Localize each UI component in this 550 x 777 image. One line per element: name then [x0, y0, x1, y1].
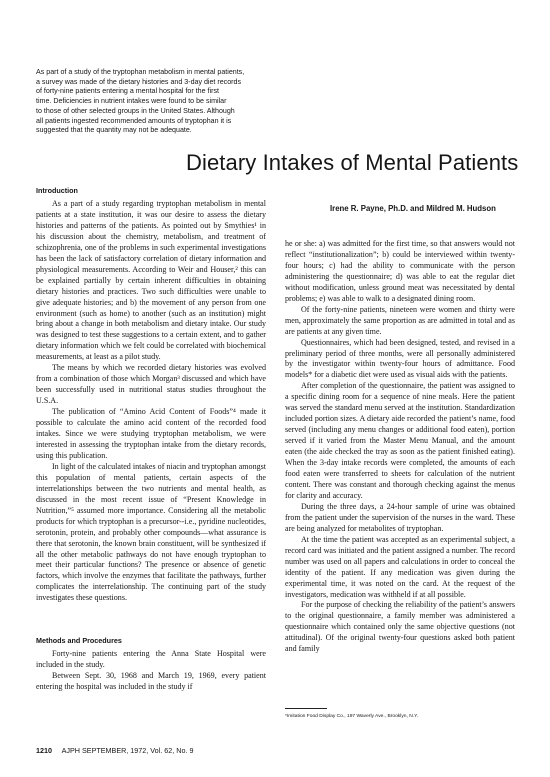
footnote: *Imitation Food Display Co., 197 Waverly Ave., Brooklyn, N.Y. — [285, 714, 419, 719]
abstract-line: As part of a study of the tryptophan metabolism in mental patients, — [36, 68, 245, 76]
paragraph: The publication of “Amino Acid Content of Foods”⁴ made it possible to calculate the amino acid content of the recorded food intakes. Since we were studying tryptophan metabolism, we were interested in assessing the tryptophan intake from the dietary records, using this publication. — [36, 407, 266, 460]
column-right — [285, 239, 515, 655]
paragraph: Of the forty-nine patients, nineteen were women and thirty were men, approximately the same proportion as are admitted in total and as are patients at any given time. — [285, 304, 515, 336]
heading-introduction: Introduction — [36, 186, 78, 195]
abstract-line: to those of other selected groups in the United States. Although — [36, 106, 235, 115]
footnote-rule — [285, 708, 327, 709]
abstract-line: of forty-nine patients entering a mental hospital for the first — [36, 87, 219, 96]
paragraph: Questionnaires, which had been designed, tested, and revised in a preliminary period of three months, were all personally administered by the investigator within twenty-four hours of admittance. Food models* for a diabetic diet were used as visual aids with the patients. — [285, 337, 515, 380]
paragraph: In light of the calculated intakes of niacin and tryptophan amongst this population of mental patients, certain aspects of the interrelationships between the two nutrients and mental health, as discussed in the most recent issue of “Present Knowledge in Nutrition,”⁵ assumed more importance. Considering all the metabolic products for which tryptophan is a precursor--i.e., pyridine nucleotides, serotonin, protein, and probably other compounds—what assurance is there that serotonin, the known brain constituent, will be synthesized if all the other metabolic pathways do not have enough tryptophan to meet their particular functions? The presence or absence of genetic factors, which involve the enzymes that facilitate the pathways, further complicates the interrelationship. The continuing part of the study investigates these questions. — [36, 461, 266, 603]
column-left-intro — [36, 199, 266, 604]
column-left-methods — [36, 649, 266, 693]
abstract-line: suggested that the quantity may not be adequate. — [36, 126, 192, 135]
abstract — [36, 68, 306, 136]
authors: Irene R. Payne, Ph.D. and Mildred M. Hudson — [330, 204, 496, 213]
paragraph: he or she: a) was admitted for the first time, so that answers would not reflect “institutionalization”; b) could be interviewed within twenty-four hours; c) had the ability to communicate with the person administering the questionnaire; d) was able to eat the regular diet without modification, unless ground meat was necessitated by dental problems; e) was able to walk to a designated dining room. — [285, 239, 515, 303]
paragraph: Between Sept. 30, 1968 and March 19, 1969, every patient entering the hospital was included in the study if — [36, 670, 266, 691]
page-number: 1210 — [36, 746, 52, 755]
article-title: Dietary Intakes of Mental Patients — [186, 150, 519, 175]
paragraph: For the purpose of checking the reliability of the patient’s answers to the original questionnaire, a family member was administered a questionnaire which contained only the same objective questions (not attitudinal). Of the original twenty-four questions asked both patient and family — [285, 600, 515, 654]
paragraph: The means by which we recorded dietary histories was evolved from a combination of those which Morgan³ discussed and which have been successfully used in nutritional status studies throughout the U.S.A. — [36, 363, 266, 406]
paragraph: At the time the patient was accepted as an experimental subject, a record card was initiated and the patient assigned a number. The record number was used on all papers and calculations in order to conceal the identity of the patient. If any medication was given during the experimental time, it was noted on the card. At the request of the investigators, medication was withheld if at all possible. — [285, 534, 515, 599]
heading-methods: Methods and Procedures — [36, 636, 122, 645]
abstract-line: time. Deficiencies in nutrient intakes were found to be similar — [36, 97, 227, 106]
abstract-line: a survey was made of the dietary histories and 3-day diet records — [36, 77, 242, 86]
paragraph: As a part of a study regarding tryptophan metabolism in mental patients at a state institution, it was our desire to assess the dietary histories and patterns of the patients. As pointed out by Smythies¹ in his discussion about the chemistry, metabolism, and treatment of schizophrenia, one of the problems in such experimental investigations has been the lack of satisfactory correlation of dietary information and physiological measurements. According to Weir and Houser,² this can be explained partially by certain inherent difficulties in obtaining dietary histories and practices. Two such difficulties were unable to give adequate histories; and b) the movement of any person from one environment (such as home) to another (such as an institution) might bring about a change in both metabolism and dietary intake. Our study was designed to test these suggestions to a certain extent, and to gather dietary information which we felt could be correlated with biochemical measurements, at least as a pilot study. — [36, 199, 266, 362]
paragraph: During the three days, a 24-hour sample of urine was obtained from the patient under the supervision of the nurses in the ward. These are being analyzed for metabolites of tryptophan. — [285, 501, 515, 533]
abstract-line: all patients ingested recommended amounts of tryptophan it is — [36, 116, 232, 125]
page-footer — [36, 746, 193, 755]
paragraph: Forty-nine patients entering the Anna State Hospital were included in the study. — [36, 649, 266, 669]
paragraph: After completion of the questionnaire, the patient was assigned to a specific dining room for a sequence of nine meals. Here the patient was served the standard menu served at the institution. Standardization included portion sizes. A dietary aide recorded the patient’s name, food served (including any menu changes or additional food eaten), portion served if it varied from the Master Menu Manual, and the amount eaten (the aide checked the tray as soon as the patient finished eating). When the 3-day intake records were completed, the amounts of each food eaten were transferred to sheets for calculation of the nutrient content. There was constant and thorough checking against the menus for clarity and accuracy. — [285, 381, 515, 500]
journal-citation: AJPH SEPTEMBER, 1972, Vol. 62, No. 9 — [61, 746, 194, 755]
